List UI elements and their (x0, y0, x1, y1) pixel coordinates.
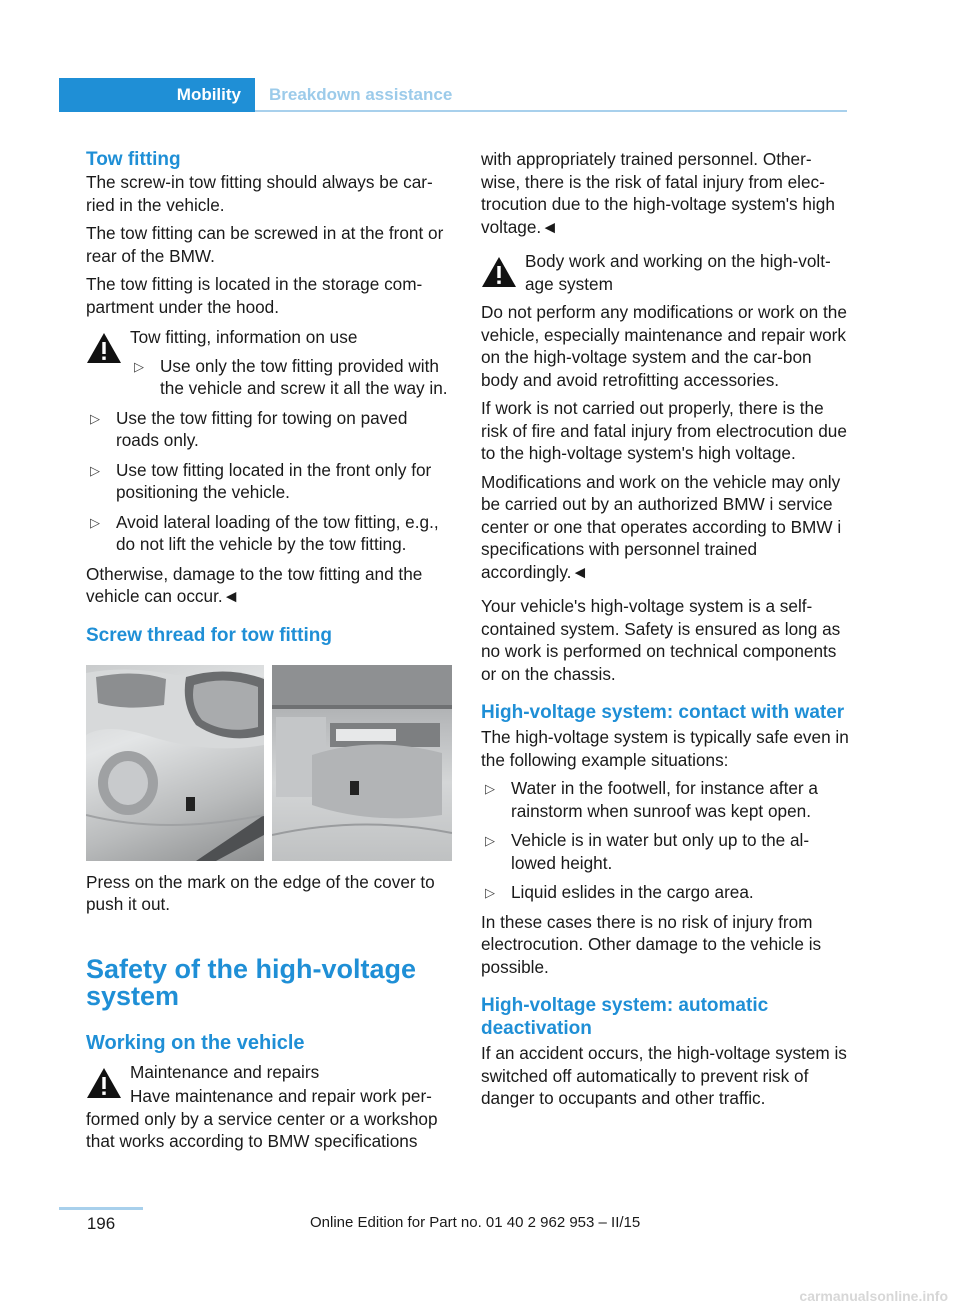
tow-fitting-heading: Tow fitting (86, 149, 181, 170)
bullet-triangle-icon: ▷ (90, 462, 100, 478)
warning-block (481, 250, 849, 295)
rear-bumper-image (272, 665, 452, 861)
paragraph: In these cases there is no risk of injury from electrocution. Other damage to the vehicle is possible. (481, 911, 822, 977)
page-number: 196 (86, 1214, 116, 1233)
warning-block (86, 1061, 454, 1153)
section-label: Mobility (176, 85, 241, 104)
list-item: ▷ Avoid lateral loading of the tow fitting, e.g., do not lift the vehicle by the tow fitting. (90, 511, 439, 554)
paragraph: If work is not carried out properly, there is the risk of fire and fatal injury from electrocution due to the high-voltage system's high voltage. (481, 398, 847, 463)
watermark: carmanualsonline.info (799, 1288, 948, 1304)
section-tab[interactable] (59, 78, 255, 112)
list-item: ▷ Use the tow fitting for towing on paved roads only. (90, 407, 408, 450)
list-item: ▷ Water in the footwell, for instance after a rainstorm when sunroof was kept open. (485, 778, 818, 821)
bullet-triangle-icon: ▷ (90, 410, 100, 426)
subsection-label[interactable]: Breakdown assistance (269, 85, 453, 104)
water-list (481, 777, 849, 904)
edition-note: Online Edition for Part no. 01 40 2 962 953 – II/15 (310, 1214, 641, 1231)
safety-heading: Safety of the high-voltage system (86, 953, 417, 1011)
screw-thread-heading: Screw thread for tow fitting (86, 624, 332, 646)
paragraph: Modifications and work on the vehicle may only be carried out by an authorized BMW i service center or one that operates according to BMW i specifications with personnel trained accordingly.◄ (481, 471, 842, 582)
bullet-triangle-icon: ▷ (485, 781, 495, 796)
paragraph: The tow fitting can be screwed in at the front or rear of the BMW. (86, 223, 444, 266)
paragraph: Your vehicle's high-voltage system is a self-contained system. Safety is ensured as long as no work is performed on technical components or on the chassis. (481, 596, 841, 684)
bullet-triangle-icon: ▷ (485, 885, 495, 900)
list-item: ▷ Use tow fitting located in the front only for positioning the vehicle. (90, 459, 432, 502)
paragraph: If an accident occurs, the high-voltage system is switched off automatically to prevent risk of danger to occupants and other traffic. (481, 1043, 847, 1108)
paragraph: Have maintenance and repair work per-formed only by a service center or a workshop that works according to BMW specifications (86, 1086, 438, 1151)
paragraph: The high-voltage system is typically safe even in the following example situations: (481, 727, 849, 770)
paragraph: The tow fitting is located in the storage com-partment under the hood. (86, 274, 423, 317)
tow-fitting-list (86, 407, 454, 556)
paragraph: with appropriately trained personnel. Other-wise, there is the risk of fatal injury from elec-trocution due to the high-voltage system's high voltage.◄ (481, 149, 835, 237)
warning-block (86, 326, 454, 400)
water-heading: High-voltage system: contact with water (481, 702, 845, 723)
paragraph: The screw-in tow fitting should always be car-ried in the vehicle. (86, 172, 433, 215)
deactivation-heading: High-voltage system: automatic deactivation (481, 995, 769, 1039)
list-item: ▷ Liquid eslides in the cargo area. (481, 881, 849, 904)
working-heading: Working on the vehicle (86, 1031, 305, 1054)
screw-thread-photo (86, 665, 452, 861)
paragraph: Press on the mark on the edge of the cover to push it out. (86, 871, 435, 914)
paragraph: Do not perform any modifications or work on the vehicle, especially maintenance and repair work on the high-voltage system and the car-bon body and avoid retrofitting accessories. (481, 302, 847, 390)
bullet-triangle-icon: ▷ (485, 833, 495, 848)
warning-icon (481, 256, 517, 288)
front-bumper-image (86, 665, 264, 861)
list-item: ▷ Vehicle is in water but only up to the al-lowed height. (485, 830, 810, 873)
right-column (481, 148, 849, 1116)
left-column (86, 148, 454, 1159)
bullet-triangle-icon: ▷ (134, 358, 144, 374)
bullet-triangle-icon: ▷ (90, 514, 100, 530)
paragraph: Otherwise, damage to the tow fitting and the vehicle can occur.◄ (86, 563, 423, 606)
warning-icon (86, 332, 122, 364)
warning-list (130, 355, 454, 400)
warning-title: Maintenance and repairs (130, 1061, 320, 1082)
list-item: ▷ Use only the tow fitting provided with the vehicle and screw it all the way in. (134, 355, 448, 398)
warning-title: Tow fitting, information on use (130, 327, 358, 347)
warning-icon (86, 1067, 122, 1099)
footer-rule (59, 1207, 143, 1210)
warning-title: Body work and working on the high-volt-age system (525, 251, 831, 294)
